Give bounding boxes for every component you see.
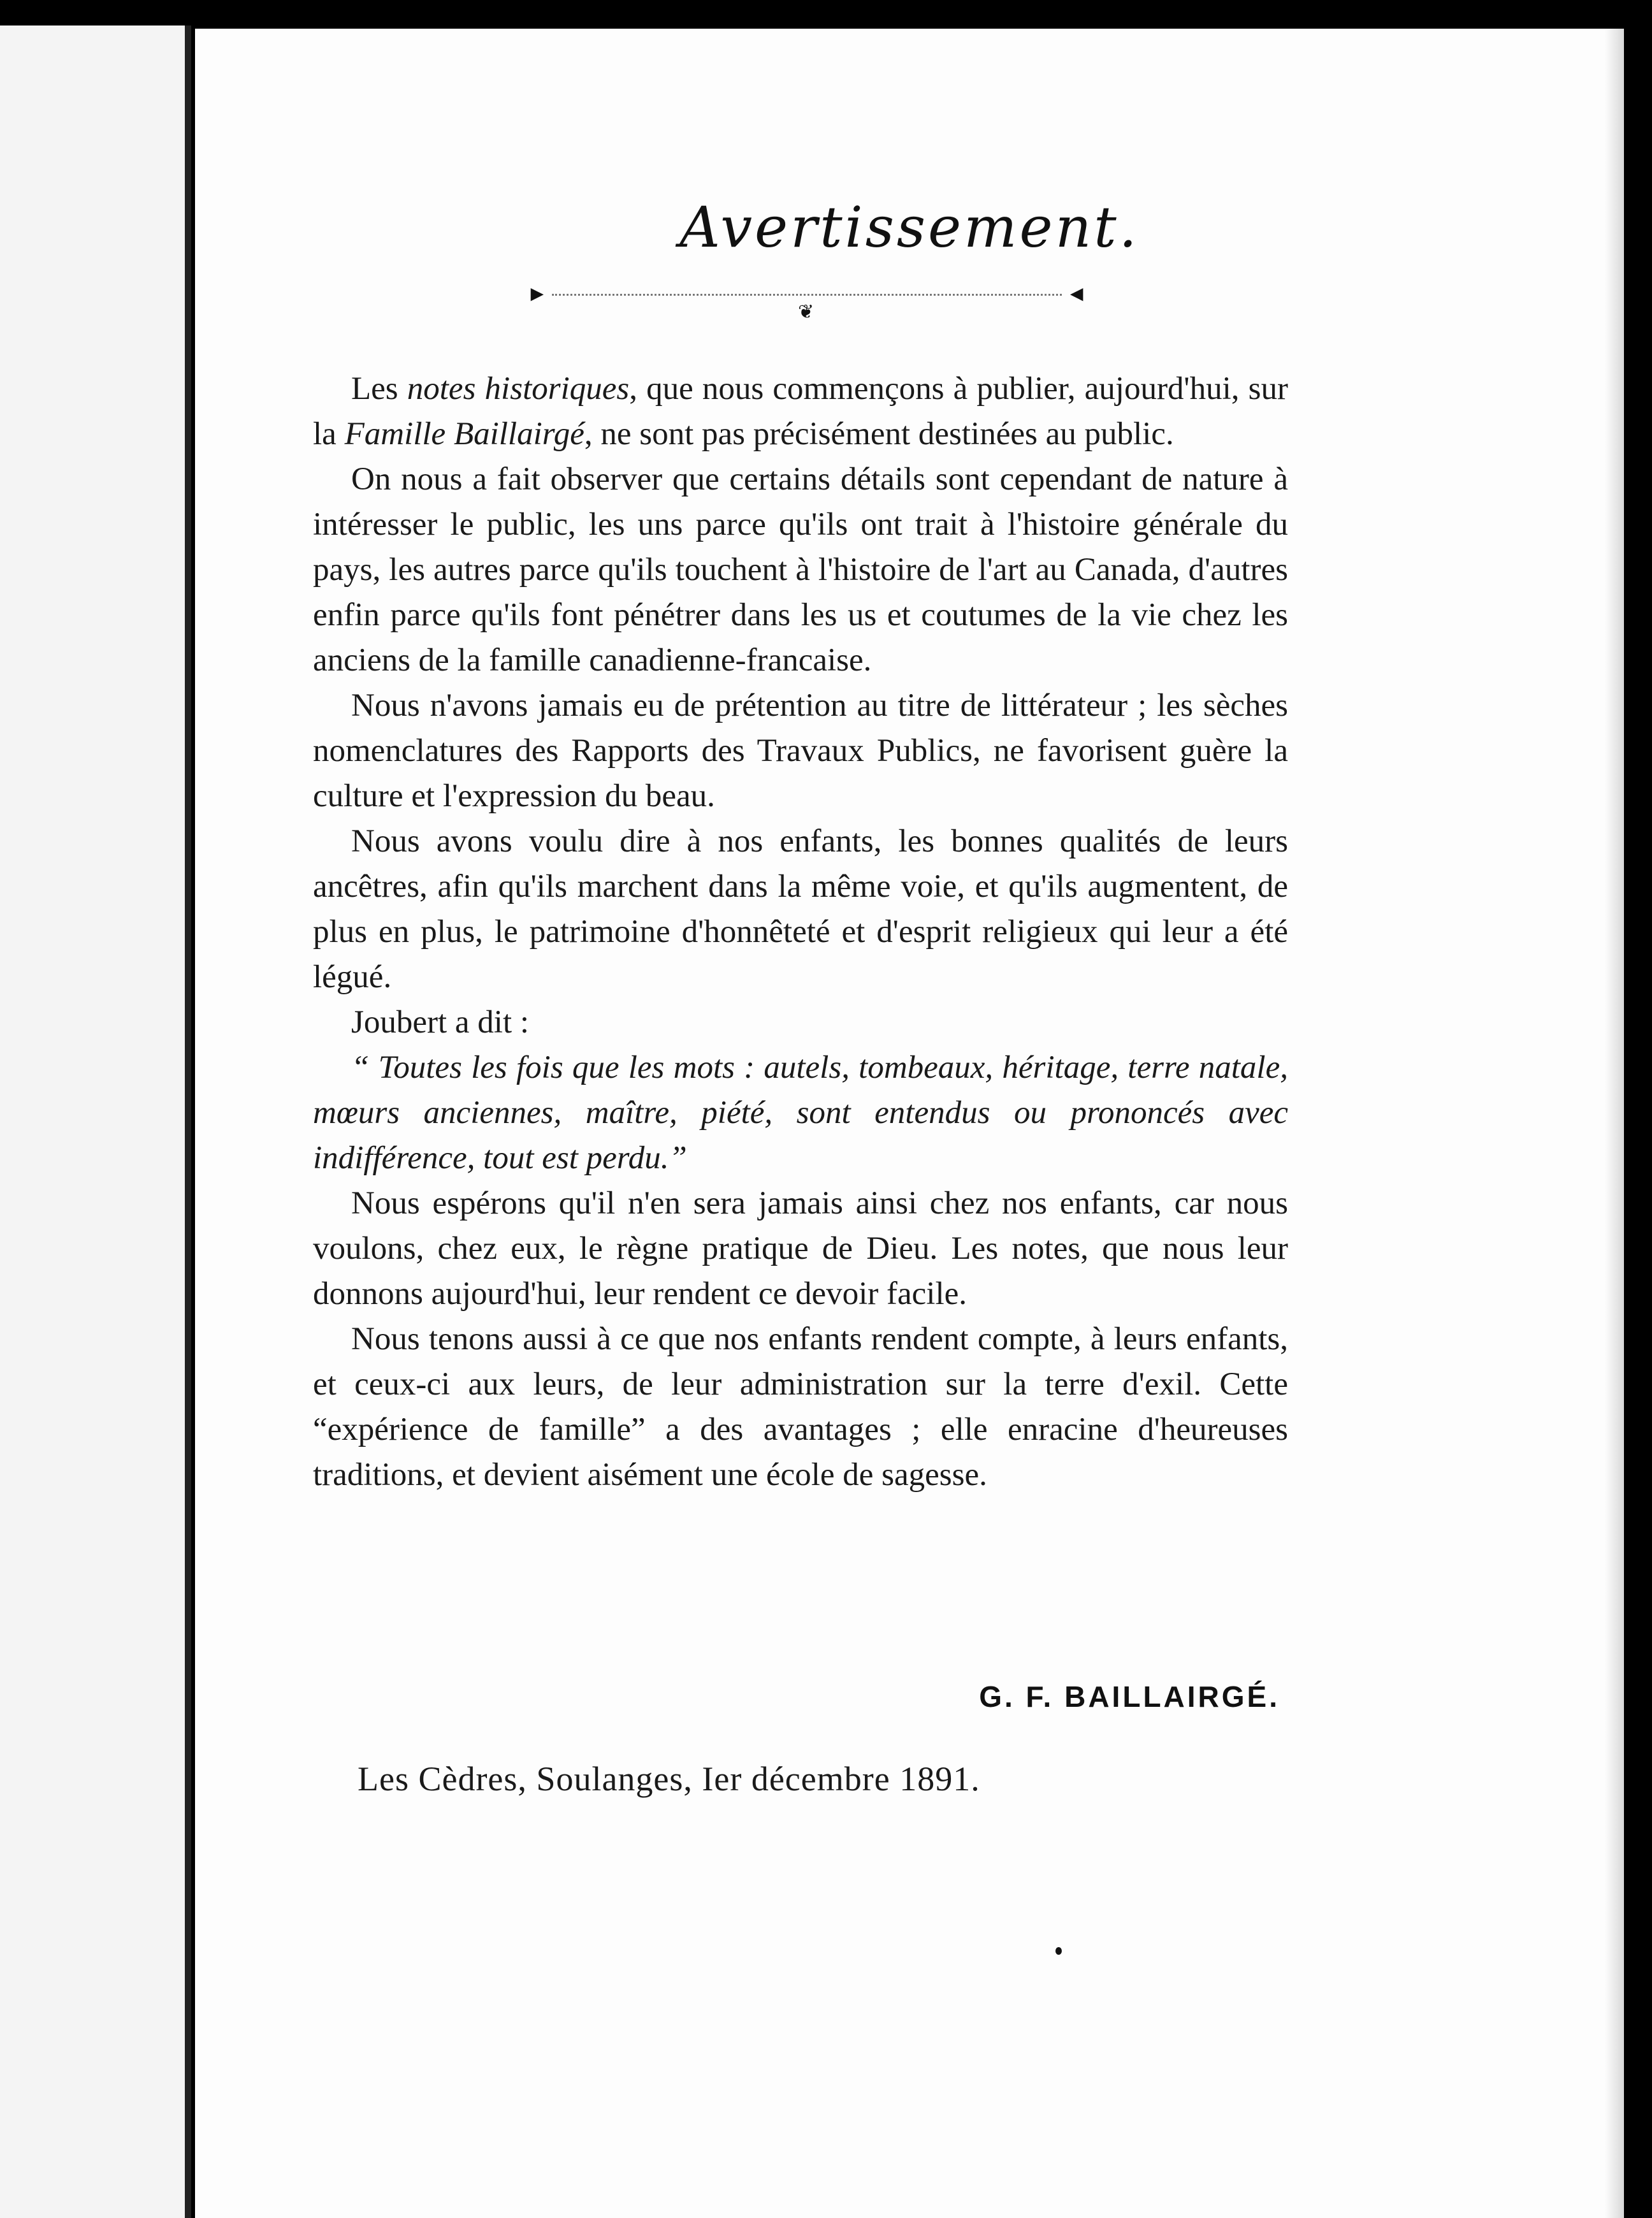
- italic-famille-baillairge: Famille Baillairgé: [344, 416, 584, 452]
- paragraph-1: [313, 366, 1288, 457]
- paragraph-1-start: Les: [351, 371, 407, 407]
- dotted-rule: [552, 294, 1062, 296]
- ink-speck: [1055, 1947, 1062, 1955]
- title-ornament: [526, 277, 1087, 328]
- paragraph-5: Joubert a dit :: [351, 1004, 530, 1040]
- arrow-right-ornament-icon: ►: [526, 282, 548, 306]
- dateline: Les Cèdres, Soulanges, Ier décembre 1891.: [358, 1760, 980, 1798]
- joubert-quote: “ Toutes les fois que les mots : autels, tombeaux, héritage, terre natale, mœurs anciennes, maître, piété, sont entendus ou prononcés avec indifférence, tout est perdu.”: [313, 1050, 1288, 1176]
- paragraph-7: Nous espérons qu'il n'en sera jamais ainsi chez nos enfants, car nous voulons, chez eux, le règne pratique de Dieu. Les notes, que nous leur donnons aujourd'hui, leur rendent ce devoir facile.: [313, 1185, 1288, 1312]
- signature: G. F. BAILLAIRGÉ.: [979, 1680, 1280, 1713]
- paragraph-4: Nous avons voulu dire à nos enfants, les bonnes qualités de leurs ancêtres, afin qu'ils marchent dans la même voie, et qu'ils augmentent, de plus en plus, le patrimoine d'honnêteté et d'esprit religieux qui leur a été légué.: [313, 823, 1288, 995]
- paragraph-2: On nous a fait observer que certains détails sont cependant de nature à intéresser le public, les uns parce qu'ils ont trait à l'histoire générale du pays, les autres parce qu'ils touchent à l'histoire de l'art au Canada, d'autres enfin parce qu'ils font pénétrer dans les us et coutumes de la vie chez les anciens de la famille canadienne-francaise.: [313, 461, 1288, 678]
- paragraph-8: Nous tenons aussi à ce que nos enfants rendent compte, à leurs enfants, et ceux-ci aux leurs, de leur administration sur la terre d'exil. Cette “expérience de famille” a des avantages ; elle enracine d'heureuses traditions, et devient aisément une école de sagesse.: [313, 1321, 1288, 1493]
- page-edge-shading: [1605, 29, 1624, 2218]
- paragraph-1-end: , ne sont pas précisément destinées au public.: [584, 416, 1174, 452]
- arrow-left-ornament-icon: ◄: [1066, 282, 1087, 306]
- page-fold-shadow: [185, 25, 191, 2218]
- paragraph-1-middle: , que nous commençons à publier, aujourd'hui, sur la: [313, 371, 1288, 452]
- body-text: [313, 366, 1288, 1498]
- italic-notes-historiques: notes historiques: [407, 371, 630, 407]
- leaf-drop-icon: ❦: [798, 301, 815, 323]
- page-title: Avertissement.: [679, 194, 1140, 260]
- book-page: [191, 29, 1624, 2218]
- paragraph-3: Nous n'avons jamais eu de prétention au titre de littérateur ; les sèches nomenclatures des Rapports des Travaux Publics, ne favorisent guère la culture et l'expression du beau.: [313, 688, 1288, 814]
- left-page-edge: [0, 25, 191, 2218]
